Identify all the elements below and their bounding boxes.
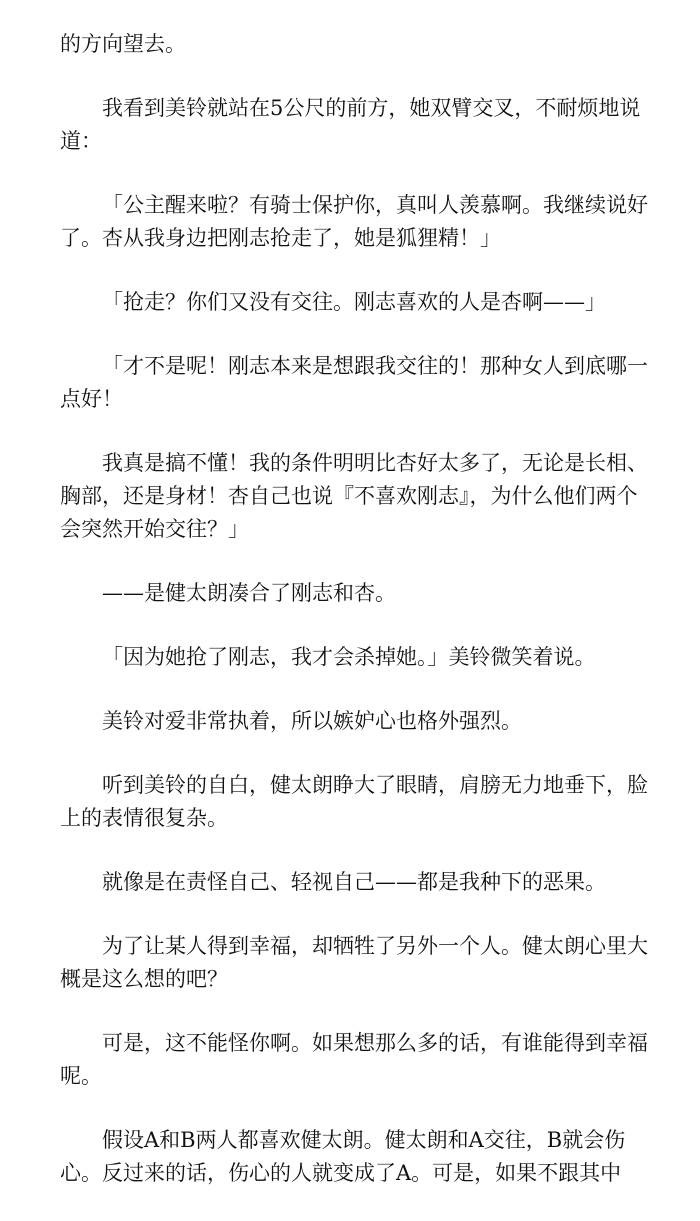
paragraph: 听到美铃的自白，健太朗睁大了眼睛，肩膀无力地垂下，脸上的表情很复杂。	[60, 773, 648, 830]
paragraph: 我看到美铃就站在5公尺的前方，她双臂交叉，不耐烦地说道：	[60, 96, 641, 153]
paragraph-continuation: 的方向望去。	[60, 32, 186, 56]
paragraph: 「公主醒来啦？有骑士保护你，真叫人羡慕啊。我继续说好了。杏从我身边把刚志抢走了，她是狐狸精！」	[60, 193, 648, 250]
paragraph: 假设A和B两人都喜欢健太朗。健太朗和A交往，B就会伤心。反过来的话，伤心的人就变成了A。可是，如果不跟其中	[60, 1128, 626, 1185]
book-page	[60, 28, 650, 1221]
paragraph: 可是，这不能怪你啊。如果想那么多的话，有谁能得到幸福呢。	[60, 1031, 648, 1088]
paragraph: 美铃对爱非常执着，所以嫉妒心也格外强烈。	[102, 709, 522, 733]
paragraph: 「抢走？你们又没有交往。刚志喜欢的人是杏啊——」	[102, 290, 606, 314]
paragraph: 我真是搞不懂！我的条件明明比杏好太多了，无论是长相、胸部，还是身材！杏自己也说『不喜欢刚志』，为什么他们两个会突然开始交往？」	[60, 451, 648, 541]
paragraph: 「才不是呢！刚志本来是想跟我交往的！那种女人到底哪一点好！	[60, 354, 648, 411]
paragraph: 就像是在责怪自己、轻视自己——都是我种下的恶果。	[102, 870, 606, 894]
paragraph: 为了让某人得到幸福，却牺牲了另外一个人。健太朗心里大概是这么想的吧？	[60, 934, 648, 991]
paragraph: 「因为她抢了刚志，我才会杀掉她。」美铃微笑着说。	[102, 645, 596, 669]
paragraph: ——是健太朗凑合了刚志和杏。	[102, 581, 396, 605]
